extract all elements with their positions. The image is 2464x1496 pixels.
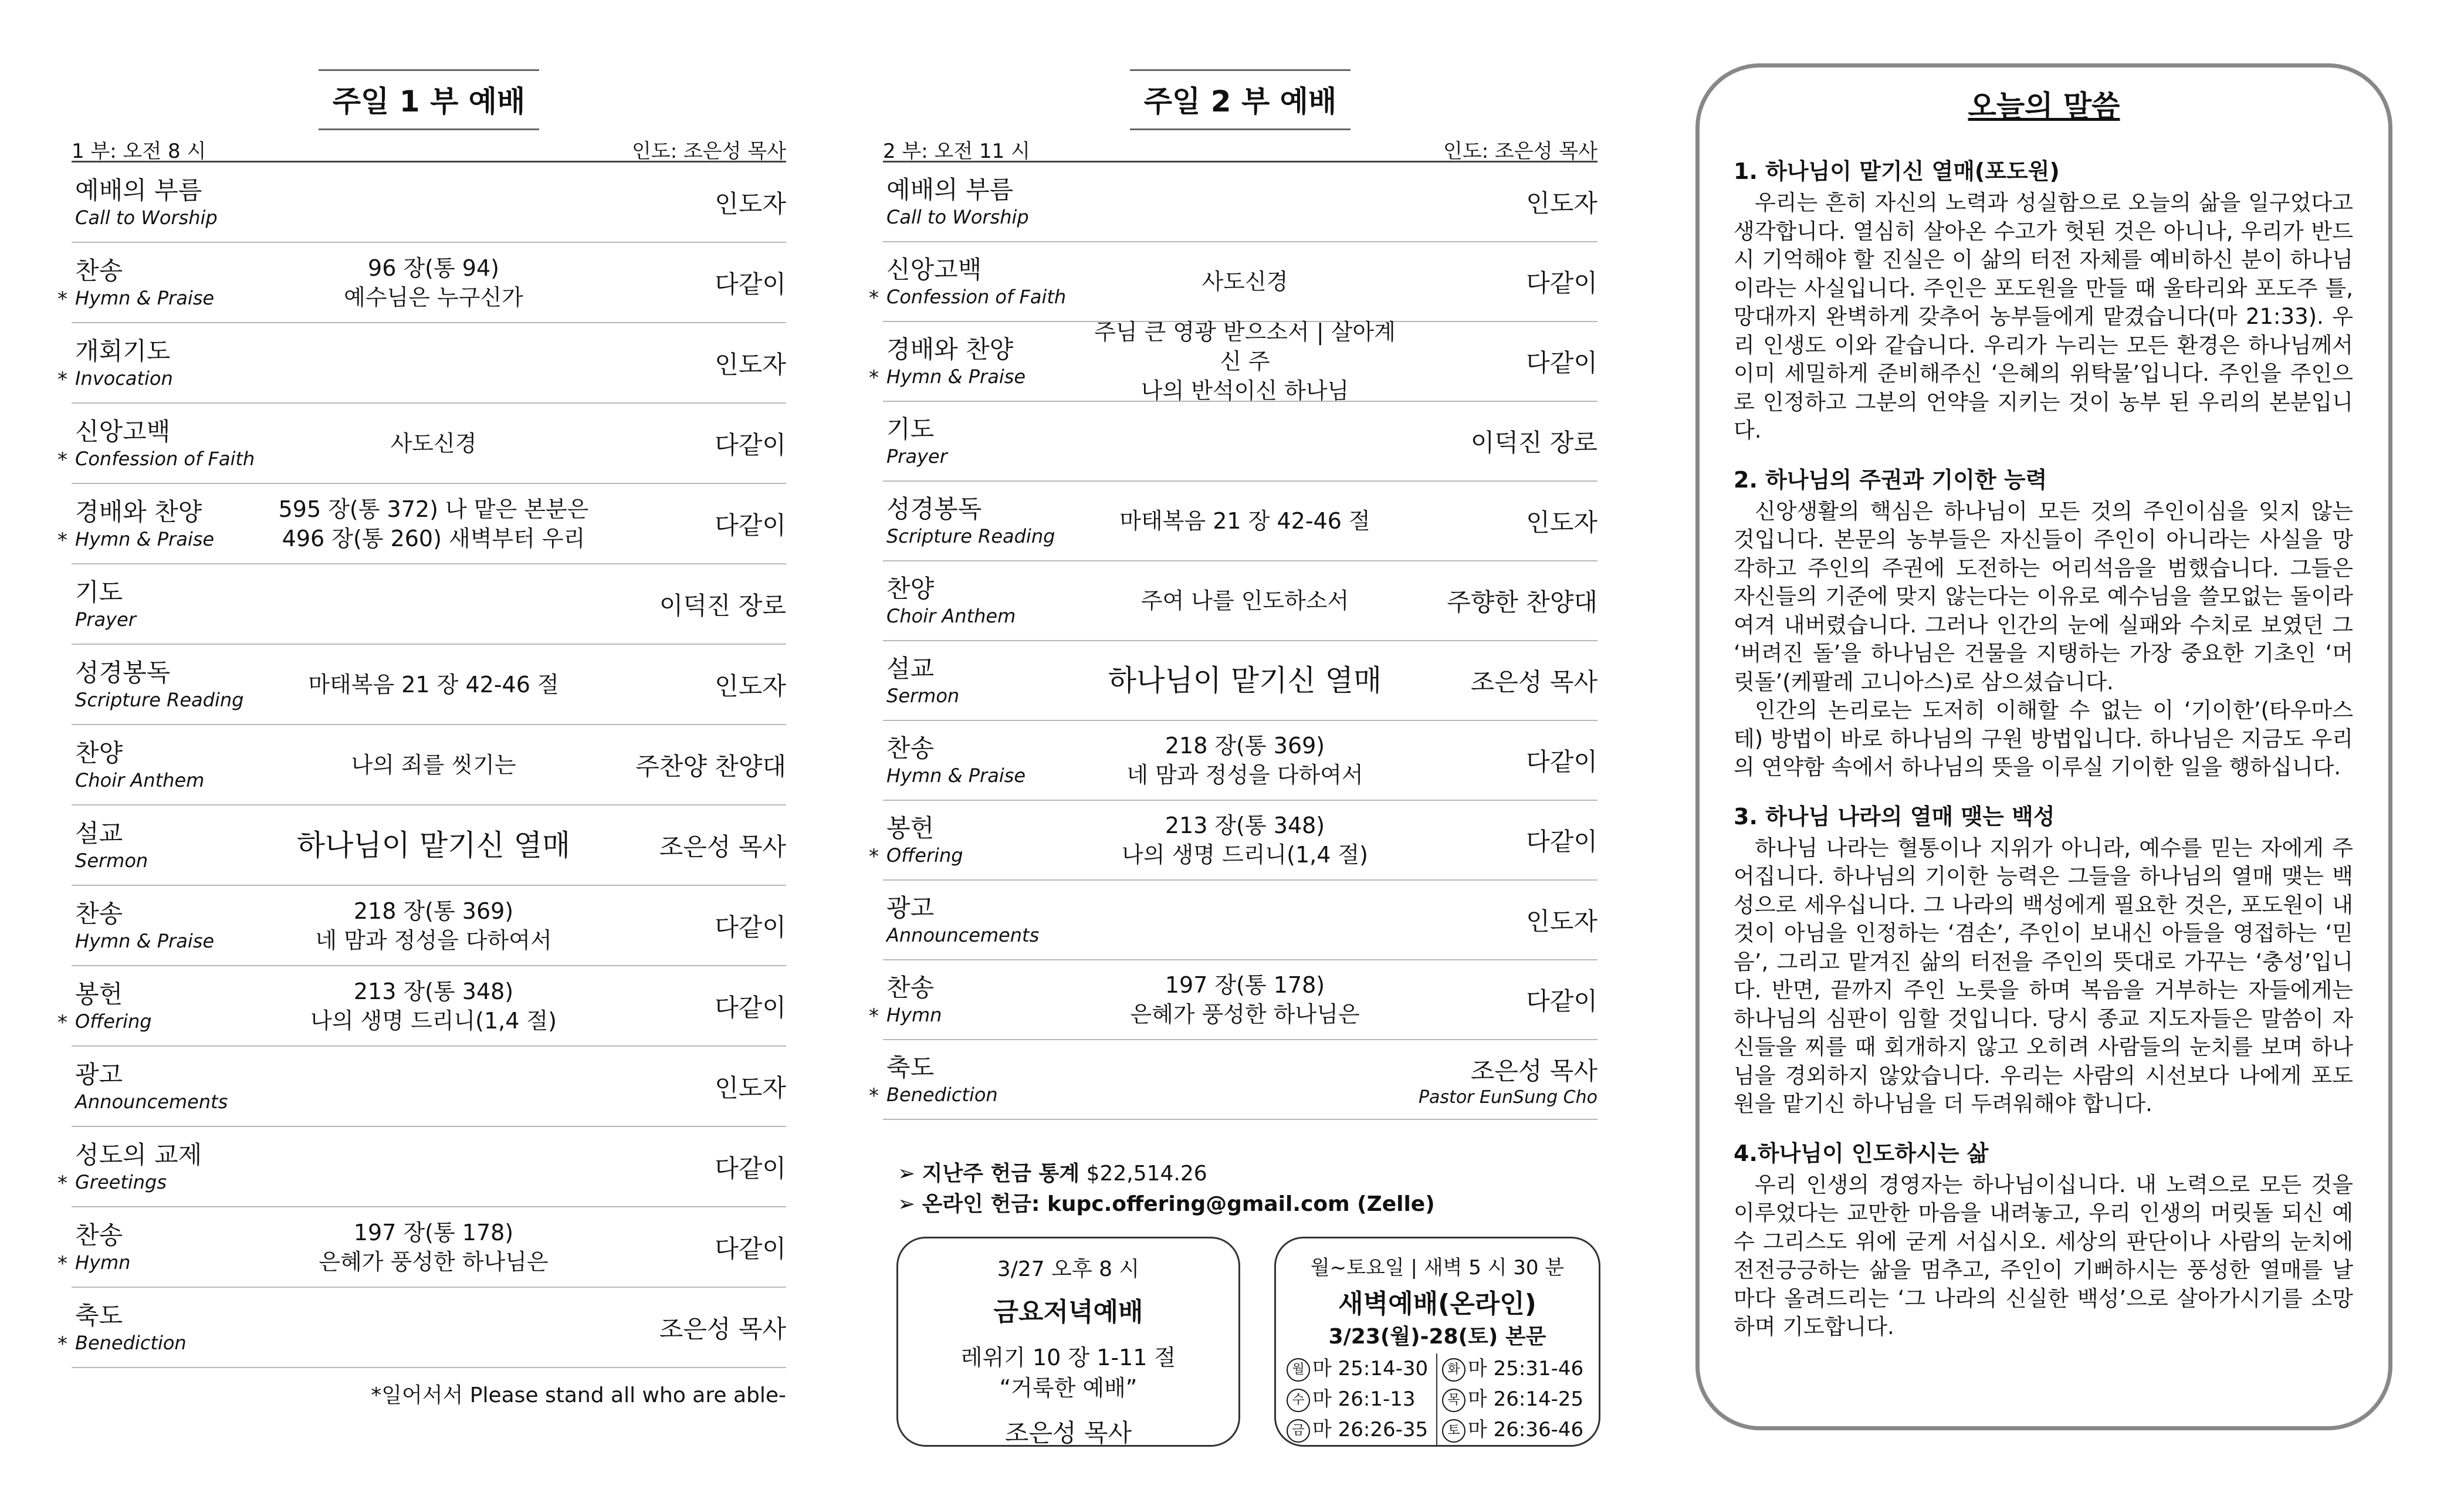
order-row [883, 641, 1597, 721]
order-item-korean: 개회기도 [75, 336, 171, 365]
order-leader-name: 인도자 [1526, 907, 1597, 936]
order-item-korean: 설교 [75, 818, 123, 848]
order-row [72, 1047, 786, 1127]
order-item-leader [1404, 743, 1597, 778]
order-item-leader [1404, 503, 1597, 539]
dawn-reading-text: 마 25:14-30 [1312, 1357, 1429, 1380]
order-item-leader [593, 667, 786, 702]
order-leader-name: 다같이 [715, 430, 786, 459]
order-leader-name: 조은성 목사 [1470, 668, 1597, 696]
order-item-leader [593, 346, 786, 381]
stand-marker: * [869, 286, 879, 310]
order-detail-line1: 213 장(통 348) [1165, 813, 1325, 838]
order-leader-name: 인도자 [715, 350, 786, 379]
order-item-english: Benediction [886, 1084, 998, 1106]
order-detail-line1: 218 장(통 369) [1165, 733, 1325, 759]
order-item-leader [1404, 344, 1597, 379]
order-item-english: Call to Worship [75, 206, 218, 229]
order-item-korean: 찬송 [75, 256, 123, 285]
order-item-detail [1086, 811, 1404, 869]
order-item-detail [1086, 317, 1404, 405]
order-item-name [883, 973, 1086, 1027]
order-leader-name: 인도자 [1526, 508, 1597, 537]
order-detail-line2: 예수님은 누구신가 [344, 284, 523, 310]
order-row [57, 484, 786, 564]
order-item-korean: 봉헌 [75, 979, 123, 1008]
word-paragraph: 신앙생활의 핵심은 하나님이 모든 것의 주인이심을 잊지 않는 것입니다. 본문의 농부들은 자신들이 주인이 아니라는 사실을 망각하고 주인의 주권에 도전하는 어리석음을 범했습니다. 그들은 자신들의 기준에 맞지 않는다는 이유로 예수님을 쓸모없는 돌이라 여겨 내버렸습니다. 그러나 인간의 눈에 실패와 수치로 보였던 그 ‘버려진 돌’을 하나님은 건물을 지탱하는 가장 중요한 기초인 ‘머릿돌’(케팔레 고니아스)로 삼으셨습니다. [1734, 498, 2353, 695]
service2-order [869, 163, 1597, 1120]
todays-word-panel [1695, 63, 2392, 1430]
day-circle-icon: 화 [1442, 1358, 1465, 1382]
order-leader-name: 주향한 찬양대 [1447, 588, 1597, 617]
order-item-korean: 찬송 [75, 899, 123, 928]
stand-marker: * [57, 367, 67, 391]
service2-title: 주일 2 부 예배 [1130, 69, 1351, 130]
day-circle-icon: 수 [1287, 1389, 1310, 1412]
day-circle-icon: 토 [1442, 1419, 1465, 1443]
order-row [883, 163, 1597, 242]
order-item-name [72, 738, 275, 792]
order-item-name [72, 1220, 275, 1274]
order-item-english: Hymn [75, 1251, 131, 1274]
stand-marker: * [57, 287, 67, 311]
order-item-name [883, 1052, 1086, 1106]
order-item-detail [1086, 970, 1404, 1029]
order-item-name [72, 899, 275, 953]
order-item-korean: 성경봉독 [886, 495, 982, 523]
online-offering: ➢ 온라인 헌금: kupc.offering@gmail.com (Zelle) [898, 1192, 1435, 1216]
order-item-name [72, 497, 275, 551]
order-item-english: Invocation [75, 367, 173, 390]
order-item-english: Sermon [886, 685, 960, 707]
order-item-korean: 신앙고백 [886, 255, 982, 284]
order-row [57, 1127, 786, 1207]
order-item-korean: 성경봉독 [75, 658, 171, 687]
order-item-name [883, 414, 1086, 468]
order-item-english: Offering [886, 844, 963, 867]
order-detail-line1: 사도신경 [390, 430, 477, 456]
stand-note: *일어서서 Please stand all who are able- [371, 1383, 786, 1407]
order-row [72, 805, 786, 886]
order-item-name [883, 494, 1086, 548]
word-paragraph: 우리 인생의 경영자는 하나님이십니다. 내 노력으로 모든 것을 이루었다는 교만한 마음을 내려놓고, 우리 인생의 머릿돌 되신 예수 그리스도 위에 굳게 서십시오. 세상의 판단이나 사람의 눈치에 전전긍긍하는 삶을 멈추고, 주인이 기뻐하시는 풍성한 열매를 날마다 올려드리는 ‘그 나라의 신실한 백성’으로 살아가시기를 소망하며 기도합니다. [1734, 1172, 2353, 1339]
order-item-english: Prayer [886, 445, 947, 468]
dawn-reading [1437, 1353, 1590, 1384]
order-detail-line1: 197 장(통 178) [1165, 972, 1325, 998]
order-leader-name: 조은성 목사 [659, 1314, 786, 1343]
service2-time: 2 부: 오전 11 시 [883, 140, 1030, 163]
service2-header [883, 126, 1597, 163]
order-item-detail [1086, 506, 1404, 536]
service1-column [57, 0, 786, 1409]
offering-info [898, 1159, 1435, 1220]
order-row [883, 482, 1597, 561]
stand-marker: * [869, 1004, 879, 1028]
order-row [869, 319, 1597, 404]
order-detail-line1: 주님 큰 영광 받으소서 | 살아계신 주 [1094, 319, 1396, 374]
service1-order [57, 163, 786, 1368]
order-item-name [72, 417, 275, 471]
order-item-korean: 봉헌 [886, 814, 935, 842]
order-leader-name: 다같이 [1526, 747, 1597, 776]
order-item-korean: 성도의 교제 [75, 1140, 202, 1169]
order-item-korean: 축도 [75, 1301, 123, 1330]
order-detail-line2: 496 장(통 260) 새벽부터 우리 [282, 525, 585, 551]
order-item-english: Greetings [75, 1170, 167, 1193]
order-item-english: Confession of Faith [886, 286, 1067, 308]
order-item-korean: 찬양 [886, 574, 935, 603]
day-circle-icon: 월 [1287, 1358, 1310, 1382]
order-item-detail [275, 495, 593, 553]
order-item-english: Scripture Reading [886, 525, 1055, 547]
order-leader-name: 다같이 [715, 912, 786, 942]
dawn-readings [1284, 1353, 1590, 1445]
order-row [57, 966, 786, 1047]
order-item-name [883, 574, 1086, 628]
order-row [57, 323, 786, 404]
order-item-english: Choir Anthem [886, 605, 1016, 627]
order-item-leader [593, 828, 786, 863]
order-row [72, 163, 786, 243]
order-item-detail [1086, 586, 1404, 615]
order-row [72, 564, 786, 645]
order-item-english: Sermon [75, 849, 148, 872]
order-item-english: Benediction [75, 1331, 187, 1354]
order-item-korean: 예배의 부름 [75, 175, 202, 205]
order-item-korean: 찬송 [886, 973, 935, 1002]
order-item-detail [1086, 267, 1404, 296]
word-paragraph: 하나님 나라는 혈통이나 지위가 아니라, 예수를 믿는 자에게 주어집니다. 하나님의 기이한 능력은 그들을 하나님의 열매 맺는 백성으로 세우십니다. 그 나라의 백성에게 필요한 것은, 포도원이 내 것이 아님을 인정하는 ‘겸손’, 주인이 보내신 아들을 영접하는 ‘믿음’, 그리고 맡겨진 삶의 터전을 주인의 뜻대로 가꾸는 ‘충성’입니다. 반면, 끝까지 주인 노릇을 하며 복음을 거부하는 자들에게는 하나님의 심판이 임할 것입니다. 당시 종교 지도자들은 말씀이 자신들을 찌를 때 회개하지 않고 오히려 사람들의 눈치를 보며 하나님을 경외하지 않았습니다. 우리는 사람의 시선보다 나에게 포도원을 맡기신 하나님을 더 두려워해야 합니다. [1734, 835, 2353, 1116]
order-detail-line2: 은혜가 풍성한 하나님은 [319, 1248, 549, 1275]
order-detail-line1: 218 장(통 369) [353, 898, 514, 924]
order-item-leader [1404, 1052, 1597, 1108]
word-section-heading: 4.하나님이 인도하시는 삶 [1734, 1140, 1989, 1166]
order-item-leader [593, 908, 786, 943]
order-item-detail [275, 977, 593, 1035]
order-detail-line1: 나의 죄를 씻기는 [351, 752, 516, 778]
order-detail-line1: 사도신경 [1201, 269, 1288, 295]
order-item-name [883, 733, 1086, 787]
offering-stats-value: $22,514.26 [1086, 1162, 1207, 1186]
order-item-korean: 경배와 찬양 [886, 335, 1014, 364]
order-item-detail [275, 670, 593, 699]
order-item-leader [1404, 424, 1597, 459]
order-detail-line1: 96 장(통 94) [368, 255, 499, 281]
order-leader-name: 다같이 [715, 269, 786, 299]
order-item-detail [275, 750, 593, 780]
order-item-korean: 기도 [886, 415, 935, 444]
order-detail-line1: 하나님이 맡기신 열매 [296, 828, 571, 862]
order-item-korean: 경배와 찬양 [75, 497, 202, 526]
order-item-detail [1086, 664, 1404, 698]
order-detail-line1: 하나님이 맡기신 열매 [1108, 664, 1382, 698]
order-row [883, 402, 1597, 482]
order-item-korean: 광고 [886, 893, 935, 922]
order-leader-name: 인도자 [715, 189, 786, 218]
order-item-english: Hymn & Praise [886, 365, 1026, 388]
day-circle-icon: 금 [1287, 1419, 1310, 1443]
todays-word-body [1700, 153, 2388, 1342]
order-detail-line1: 주여 나를 인도하소서 [1140, 588, 1349, 614]
order-detail-line2: 나의 생명 드리니(1,4 절) [1122, 842, 1368, 868]
friday-passage: 레위기 10 장 1-11 절 [960, 1345, 1176, 1370]
dawn-reading-text: 마 25:31-46 [1468, 1357, 1584, 1380]
service2-column [869, 0, 1597, 1120]
order-item-english: Offering [75, 1010, 152, 1033]
order-leader-name: 인도자 [715, 671, 786, 700]
order-row [869, 960, 1597, 1040]
order-item-korean: 찬양 [75, 738, 123, 767]
order-item-korean: 찬송 [886, 734, 935, 763]
order-item-korean: 광고 [75, 1060, 123, 1089]
order-item-name [883, 813, 1086, 867]
order-item-name [72, 1301, 275, 1355]
order-leader-name: 조은성 목사 [1470, 1056, 1597, 1085]
order-leader-name: 다같이 [1526, 987, 1597, 1016]
order-item-name [883, 893, 1086, 947]
order-item-leader [1404, 982, 1597, 1017]
order-item-name [883, 334, 1086, 388]
order-item-english: Hymn & Praise [886, 764, 1026, 787]
order-leader-name: 다같이 [1526, 348, 1597, 377]
order-item-leader [593, 587, 786, 622]
stand-marker: * [57, 1251, 67, 1275]
dawn-reading [1284, 1414, 1437, 1445]
friday-preacher: 조은성 목사 [1004, 1419, 1132, 1447]
order-item-name [883, 255, 1086, 309]
service1-title: 주일 1 부 예배 [319, 69, 540, 130]
order-item-korean: 찬송 [75, 1220, 123, 1250]
order-item-english: Call to Worship [886, 206, 1029, 228]
order-item-korean: 축도 [886, 1053, 935, 1082]
order-detail-line1: 197 장(통 178) [353, 1219, 514, 1245]
order-item-detail [275, 1218, 593, 1277]
order-item-english: Hymn & Praise [75, 929, 215, 952]
dawn-range: 3/23(월)-28(토) 본문 [1328, 1325, 1546, 1349]
order-item-leader [593, 747, 786, 783]
order-row [57, 243, 786, 323]
order-item-leader [593, 426, 786, 461]
dawn-reading-text: 마 26:36-46 [1468, 1418, 1584, 1441]
friday-title: 금요저녁예배 [993, 1297, 1143, 1327]
order-row [883, 721, 1597, 801]
order-item-name [72, 658, 275, 712]
order-detail-line2: 네 맘과 정성을 다하여서 [1126, 762, 1363, 788]
order-item-detail [275, 828, 593, 862]
stand-marker: * [57, 448, 67, 472]
order-item-detail [275, 253, 593, 312]
dawn-reading [1284, 1384, 1437, 1414]
order-item-english: Choir Anthem [75, 769, 205, 791]
word-paragraph: 우리는 흔히 자신의 노력과 성실함으로 오늘의 삶을 일구었다고 생각합니다. 열심히 살아온 수고가 헛된 것은 아니나, 우리가 반드시 기억해야 할 진실은 이 삶의 터전 자체를 예비하신 분이 하나님이라는 사실입니다. 주인은 포도원을 만들 때 울타리와 포도주 틀, 망대까지 완벽하게 갖추어 농부들에게 맡겼습니다(마 21:33). 우리 인생도 이와 같습니다. 우리가 누리는 모든 환경은 하나님께서 이미 세밀하게 준비해주신 ‘은혜의 위탁물’입니다. 주인을 주인으로 인정하고 그분의 언약을 지키는 것이 농부 된 우리의 본분입니다. [1734, 190, 2353, 443]
order-row [869, 1040, 1597, 1120]
order-item-leader [1404, 184, 1597, 219]
stand-marker: * [57, 528, 67, 552]
offering-stats-label: 지난주 헌금 통계 [922, 1162, 1080, 1186]
order-item-name [883, 654, 1086, 708]
order-row [72, 886, 786, 966]
order-item-detail [1086, 731, 1404, 790]
order-leader-name: 인도자 [1526, 189, 1597, 218]
order-item-name [883, 175, 1086, 229]
stand-marker: * [869, 845, 879, 869]
order-item-name [72, 256, 275, 310]
order-row [72, 725, 786, 805]
order-detail-line2: 나의 반석이신 하나님 [1140, 378, 1349, 404]
order-item-leader [593, 1069, 786, 1104]
stand-marker: * [869, 1084, 879, 1108]
order-item-detail [275, 896, 593, 955]
order-row [883, 561, 1597, 641]
order-item-leader [1404, 823, 1597, 858]
word-paragraph: 인간의 논리로는 도저히 이해할 수 없는 이 ‘기이한’(타우마스테) 방법이 바로 하나님의 구원 방법입니다. 하나님은 지금도 우리의 연약함 속에서 하나님의 뜻을 이루실 기이한 일을 행하십니다. [1734, 698, 2353, 780]
order-item-name [72, 1140, 275, 1194]
stand-marker: * [57, 1010, 67, 1034]
order-leader-name: 인도자 [715, 1073, 786, 1102]
dawn-reading-text: 마 26:14-25 [1468, 1387, 1584, 1411]
order-row [869, 242, 1597, 322]
word-section-heading: 2. 하나님의 주권과 기이한 능력 [1734, 466, 2047, 493]
online-offering-label: 온라인 헌금: kupc.offering@gmail.com (Zelle) [922, 1192, 1435, 1216]
order-row [57, 1207, 786, 1288]
dawn-time: 월~토요일 | 새벽 5 시 30 분 [1310, 1256, 1565, 1280]
order-item-leader [1404, 264, 1597, 299]
dawn-reading [1437, 1414, 1590, 1445]
order-leader-name: 조은성 목사 [659, 832, 786, 861]
order-item-leader [593, 1310, 786, 1345]
service1-leader: 인도: 조은성 목사 [632, 140, 786, 163]
dawn-reading-text: 마 26:26-35 [1312, 1418, 1429, 1441]
order-leader-name: 이덕진 장로 [659, 591, 786, 620]
word-section-heading: 1. 하나님이 맡기신 열매(포도원) [1734, 158, 2060, 184]
friday-service-box [896, 1237, 1240, 1447]
order-item-leader [593, 1230, 786, 1265]
order-item-name [72, 577, 275, 631]
order-item-name [72, 336, 275, 390]
order-item-korean: 예배의 부름 [886, 175, 1014, 204]
order-detail-line1: 마태복음 21 장 42-46 절 [1119, 508, 1370, 534]
order-item-leader [1404, 583, 1597, 618]
dawn-title: 새벽예배(온라인) [1338, 1289, 1536, 1319]
order-leader-name: 다같이 [715, 993, 786, 1022]
order-item-detail [275, 429, 593, 458]
service1-header [72, 126, 786, 163]
dawn-reading [1284, 1353, 1437, 1384]
order-item-leader [1404, 663, 1597, 698]
order-item-leader [593, 989, 786, 1024]
order-item-leader [593, 265, 786, 300]
order-leader-name: 다같이 [1526, 269, 1597, 297]
order-item-korean: 신앙고백 [75, 417, 171, 446]
order-leader-name: 이덕진 장로 [1470, 428, 1597, 457]
order-leader-name: 다같이 [715, 510, 786, 540]
order-row [883, 881, 1597, 960]
service1-time: 1 부: 오전 8 시 [72, 140, 207, 163]
order-item-korean: 기도 [75, 577, 123, 607]
order-row [57, 404, 786, 484]
friday-time: 3/27 오후 8 시 [997, 1257, 1140, 1281]
todays-word-title: 오늘의 말씀 [1968, 89, 2120, 123]
order-detail-line2: 은혜가 풍성한 하나님은 [1130, 1001, 1360, 1027]
order-row [57, 1288, 786, 1368]
order-row [72, 645, 786, 725]
dawn-reading [1437, 1384, 1590, 1414]
dawn-service-box [1274, 1237, 1600, 1447]
order-item-english: Confession of Faith [75, 447, 255, 470]
stand-marker: * [57, 1332, 67, 1356]
order-item-english: Hymn [886, 1004, 942, 1026]
order-item-korean: 설교 [886, 654, 935, 683]
order-item-leader [593, 185, 786, 220]
word-section-heading: 3. 하나님 나라의 열매 맺는 백성 [1734, 803, 2055, 830]
order-detail-line2: 나의 생명 드리니(1,4 절) [310, 1007, 557, 1034]
order-item-english: Hymn & Praise [75, 286, 215, 309]
order-leader-sub: Pastor EunSung Cho [1418, 1087, 1597, 1108]
stand-marker: * [57, 1171, 67, 1195]
service2-leader: 인도: 조은성 목사 [1443, 140, 1597, 163]
order-item-leader [1404, 902, 1597, 937]
friday-subtitle: “거룩한 예배” [999, 1375, 1138, 1401]
order-item-english: Hymn & Praise [75, 527, 215, 550]
order-item-name [72, 979, 275, 1033]
dawn-reading-text: 마 26:1-13 [1312, 1387, 1416, 1411]
order-leader-name: 다같이 [715, 1234, 786, 1263]
stand-marker: * [869, 366, 879, 390]
order-detail-line1: 마태복음 21 장 42-46 절 [308, 671, 559, 698]
order-item-leader [593, 1149, 786, 1184]
order-detail-line2: 네 맘과 정성을 다하여서 [315, 927, 552, 953]
order-item-name [72, 818, 275, 872]
order-item-english: Prayer [75, 608, 136, 631]
order-item-english: Announcements [75, 1090, 228, 1113]
order-detail-line1: 595 장(통 372) 나 맡은 본분은 [278, 496, 589, 522]
order-leader-name: 다같이 [1526, 827, 1597, 856]
order-item-name [72, 1060, 275, 1113]
order-leader-name: 주찬양 찬양대 [635, 752, 786, 781]
order-row [869, 801, 1597, 881]
order-item-leader [593, 506, 786, 541]
order-leader-name: 다같이 [715, 1153, 786, 1183]
day-circle-icon: 목 [1442, 1389, 1465, 1412]
order-item-english: Scripture Reading [75, 688, 244, 711]
order-item-name [72, 175, 275, 229]
offering-stats: ➢ 지난주 헌금 통계 $22,514.26 [898, 1162, 1207, 1186]
order-item-english: Announcements [886, 924, 1040, 946]
order-detail-line1: 213 장(통 348) [353, 978, 514, 1004]
